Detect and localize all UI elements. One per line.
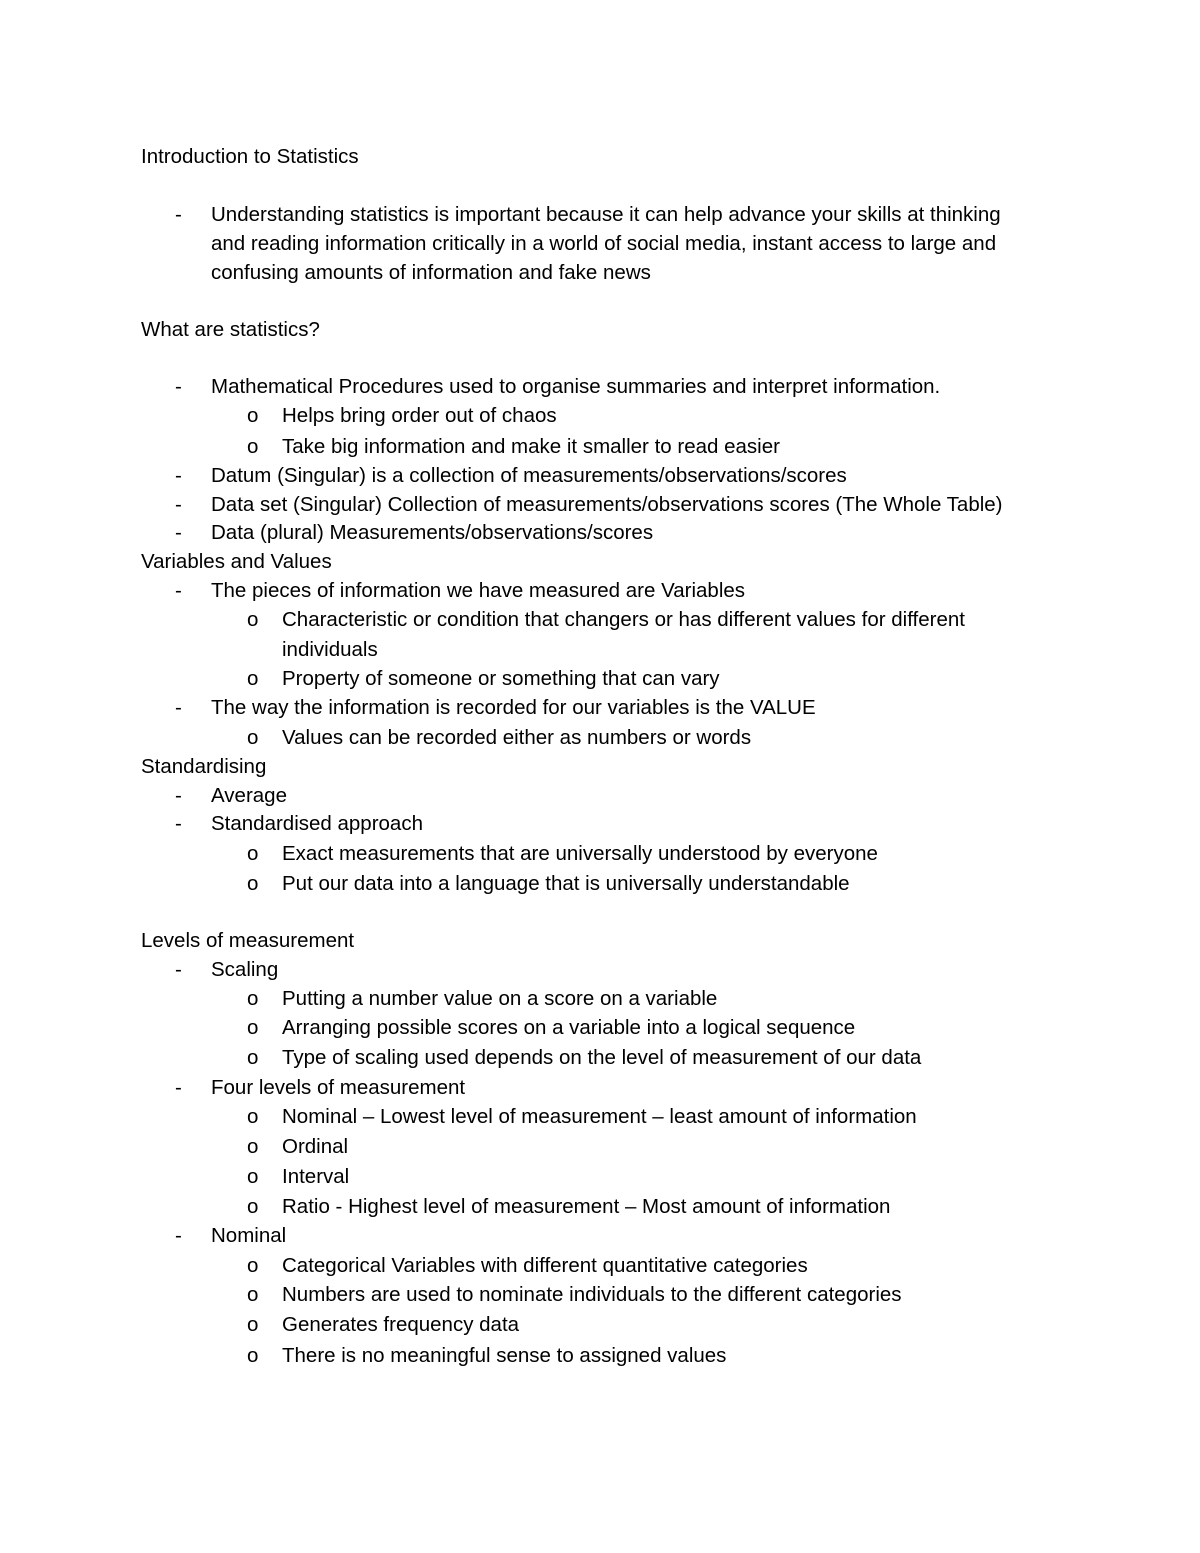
bullet-text: The way the information is recorded for our variables is the VALUE (211, 696, 816, 719)
circle-bullet: o (247, 842, 259, 865)
sub-bullet-text: Ratio - Highest level of measurement – Most amount of information (282, 1195, 891, 1218)
section-heading: Standardising (141, 755, 267, 778)
sub-bullet-text: Numbers are used to nominate individuals to the different categories (282, 1283, 902, 1306)
circle-bullet: o (247, 404, 259, 427)
dash-bullet: - (175, 579, 182, 602)
circle-bullet: o (247, 1135, 259, 1158)
sub-bullet-text: Categorical Variables with different quantitative categories (282, 1254, 808, 1277)
dash-bullet: - (175, 464, 182, 487)
circle-bullet: o (247, 667, 259, 690)
bullet-text: Datum (Singular) is a collection of measurements/observations/scores (211, 464, 847, 487)
dash-bullet: - (175, 784, 182, 807)
sub-bullet-text: Helps bring order out of chaos (282, 404, 557, 427)
circle-bullet: o (247, 1195, 259, 1218)
section-heading: Variables and Values (141, 550, 332, 573)
sub-bullet-text: Arranging possible scores on a variable into a logical sequence (282, 1016, 856, 1039)
circle-bullet: o (247, 1283, 259, 1306)
circle-bullet: o (247, 1254, 259, 1277)
circle-bullet: o (247, 987, 259, 1010)
section-heading: Introduction to Statistics (141, 145, 359, 168)
sub-bullet-text: Values can be recorded either as numbers or words (282, 726, 752, 749)
dash-bullet: - (175, 375, 182, 398)
sub-bullet-text: Putting a number value on a score on a variable (282, 987, 718, 1010)
circle-bullet: o (247, 872, 259, 895)
dash-bullet: - (175, 521, 182, 544)
bullet-text: Understanding statistics is important because it can help advance your skills at thinking (211, 203, 1001, 226)
sub-bullet-text: There is no meaningful sense to assigned values (282, 1344, 727, 1367)
circle-bullet: o (247, 1165, 259, 1188)
sub-bullet-text: Nominal – Lowest level of measurement – least amount of information (282, 1105, 917, 1128)
dash-bullet: - (175, 203, 182, 226)
circle-bullet: o (247, 1105, 259, 1128)
dash-bullet: - (175, 1076, 182, 1099)
sub-bullet-text: Characteristic or condition that changers or has different values for different (282, 608, 965, 631)
circle-bullet: o (247, 1313, 259, 1336)
bullet-text: Four levels of measurement (211, 1076, 466, 1099)
circle-bullet: o (247, 1344, 259, 1367)
sub-bullet-text: Ordinal (282, 1135, 349, 1158)
circle-bullet: o (247, 1016, 259, 1039)
section-heading: What are statistics? (141, 318, 320, 341)
bullet-text: Nominal (211, 1224, 287, 1247)
sub-bullet-text: individuals (282, 638, 378, 661)
bullet-text: Average (211, 784, 287, 807)
sub-bullet-text: Property of someone or something that can vary (282, 667, 720, 690)
sub-bullet-text: Generates frequency data (282, 1313, 520, 1336)
sub-bullet-text: Put our data into a language that is universally understandable (282, 872, 850, 895)
bullet-text: and reading information critically in a world of social media, instant access to large and (211, 232, 997, 255)
bullet-text: Data set (Singular) Collection of measurements/observations scores (The Whole Table) (211, 493, 1003, 516)
bullet-text: Scaling (211, 958, 279, 981)
bullet-text: The pieces of information we have measured are Variables (211, 579, 746, 602)
circle-bullet: o (247, 435, 259, 458)
bullet-text: Data (plural) Measurements/observations/scores (211, 521, 654, 544)
circle-bullet: o (247, 608, 259, 631)
circle-bullet: o (247, 1046, 259, 1069)
bullet-text: Mathematical Procedures used to organise summaries and interpret information. (211, 375, 941, 398)
bullet-text: Standardised approach (211, 812, 423, 835)
dash-bullet: - (175, 696, 182, 719)
sub-bullet-text: Exact measurements that are universally understood by everyone (282, 842, 878, 865)
dash-bullet: - (175, 812, 182, 835)
sub-bullet-text: Take big information and make it smaller to read easier (282, 435, 780, 458)
sub-bullet-text: Type of scaling used depends on the level of measurement of our data (282, 1046, 922, 1069)
dash-bullet: - (175, 1224, 182, 1247)
dash-bullet: - (175, 958, 182, 981)
circle-bullet: o (247, 726, 259, 749)
sub-bullet-text: Interval (282, 1165, 350, 1188)
bullet-text: confusing amounts of information and fake news (211, 261, 651, 284)
dash-bullet: - (175, 493, 182, 516)
section-heading: Levels of measurement (141, 929, 355, 952)
